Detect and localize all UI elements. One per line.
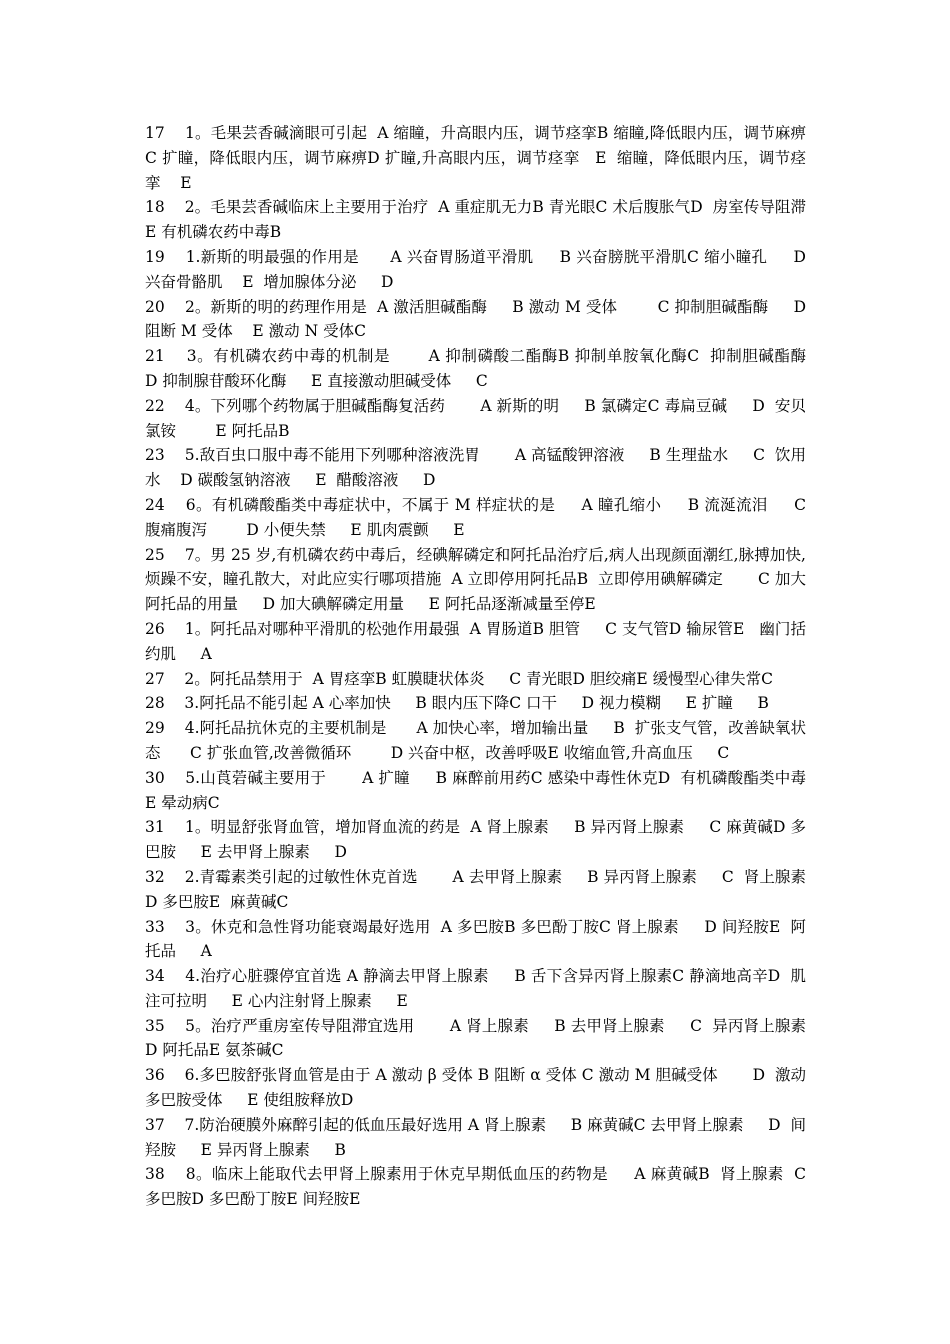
question-18: 18 2。毛果芸香碱临床上主要用于治疗 A 重症肌无力B 青光眼C 术后腹胀气D 房室传导阻滞 E 有机磷农药中毒B bbox=[145, 198, 836, 242]
question-38: 38 8。临床上能取代去甲肾上腺素用于休克早期低血压的药物是 A 麻黄碱B 肾上腺素 C 多巴胺D 多巴酚丁胺E 间羟胺E bbox=[145, 1165, 811, 1209]
question-35: 35 5。治疗严重房室传导阻滞宜选用 A 肾上腺素 B 去甲肾上腺素 C 异丙肾上腺素 D 阿托品E 氨茶碱C bbox=[145, 1016, 811, 1060]
question-36: 36 6.多巴胺舒张肾血管是由于 A 激动 β 受体 B 阻断 α 受体 C 激动 M 胆碱受体 D 激动多巴胺受体 E 使组胺释放D bbox=[145, 1066, 806, 1110]
question-19: 19 1.新斯的明最强的作用是 A 兴奋胃肠道平滑肌 B 兴奋膀胱平滑肌C 缩小瞳孔 D 兴奋骨骼肌 E 增加腺体分泌 D bbox=[145, 247, 816, 291]
question-22: 22 4。下列哪个药物属于胆碱酯酶复活药 A 新斯的明 B 氯磷定C 毒扁豆碱 D 安贝氯铵 E 阿托品B bbox=[145, 396, 806, 440]
document-body bbox=[145, 121, 841, 1212]
question-21: 21 3。有机磷农药中毒的机制是 A 抑制磷酸二酯酶B 抑制单胺氧化酶C 抑制胆碱酯酶 D 抑制腺苷酸环化酶 E 直接激动胆碱受体 C bbox=[145, 347, 841, 390]
question-28: 28 3.阿托品不能引起 A 心率加快 B 眼内压下降C 口干 D 视力模糊 E 扩瞳 B bbox=[145, 694, 769, 713]
question-30: 30 5.山莨菪碱主要用于 A 扩瞳 B 麻醉前用药C 感染中毒性休克D 有机磷酸酯类中毒 E 晕动病C bbox=[145, 768, 836, 812]
question-26: 26 1。阿托品对哪种平滑肌的松弛作用最强 A 胃肠道B 胆管 C 支气管D 输尿管E 幽门括约肌 A bbox=[145, 619, 806, 663]
question-24: 24 6。有机磷酸酯类中毒症状中，不属于 M 样症状的是 A 瞳孔缩小 B 流涎流泪 C 腹痛腹泻 D 小便失禁 E 肌肉震颤 E bbox=[145, 495, 816, 539]
question-32: 32 2.青霉素类引起的过敏性休克首选 A 去甲肾上腺素 B 异丙肾上腺素 C 肾上腺素 D 多巴胺E 麻黄碱C bbox=[145, 867, 811, 911]
question-33: 33 3。休克和急性肾功能衰竭最好选用 A 多巴胺B 多巴酚丁胺C 肾上腺素 D 间羟胺E 阿托品 A bbox=[145, 917, 806, 961]
question-34: 34 4.治疗心脏骤停宜首选 A 静滴去甲肾上腺素 B 舌下含异丙肾上腺素C 静滴地高辛D 肌注可拉明 E 心内注射肾上腺素 E bbox=[145, 967, 806, 1010]
question-23: 23 5.敌百虫口服中毒不能用下列哪种溶液洗胃 A 高锰酸钾溶液 B 生理盐水 C 饮用水 D 碳酸氢钠溶液 E 醋酸溶液 D bbox=[145, 446, 806, 490]
question-20: 20 2。新斯的明的药理作用是 A 激活胆碱酯酶 B 激动 M 受体 C 抑制胆碱酯酶 D 阻断 M 受体 E 激动 N 受体C bbox=[145, 297, 816, 341]
question-27: 27 2。阿托品禁用于 A 胃痉挛B 虹膜睫状体炎 C 青光眼D 胆绞痛E 缓慢型心律失常C bbox=[145, 669, 773, 688]
question-29: 29 4.阿托品抗休克的主要机制是 A 加快心率，增加输出量 B 扩张支气管，改善缺氧状态 C 扩张血管,改善微循环 D 兴奋中枢，改善呼吸E 收缩血管,升高血压 C bbox=[145, 719, 806, 762]
question-25: 25 7。男 25 岁,有机磷农药中毒后，经碘解磷定和阿托品治疗后,病人出现颜面潮红,脉搏加快,烦躁不安，瞳孔散大，对此应实行哪项措施 A 立即停用阿托品B 立即停用碘解磷定 C 加大阿托品的用量 D 加大碘解磷定用量 E 阿托品逐渐减量至停E bbox=[145, 545, 806, 614]
question-31: 31 1。明显舒张肾血管，增加肾血流的药是 A 肾上腺素 B 异丙肾上腺素 C 麻黄碱D 多巴胺 E 去甲肾上腺素 D bbox=[145, 818, 806, 862]
question-37: 37 7.防治硬膜外麻醉引起的低血压最好选用 A 肾上腺素 B 麻黄碱C 去甲肾上腺素 D 间羟胺 E 异丙肾上腺素 B bbox=[145, 1115, 806, 1159]
question-17: 17 1。毛果芸香碱滴眼可引起 A 缩瞳，升高眼内压，调节痉挛B 缩瞳,降低眼内压，调节麻痹 C 扩瞳，降低眼内压，调节麻痹D 扩瞳,升高眼内压，调节痉挛 E 缩瞳，降低眼内压，调节痉挛 E bbox=[145, 124, 836, 192]
